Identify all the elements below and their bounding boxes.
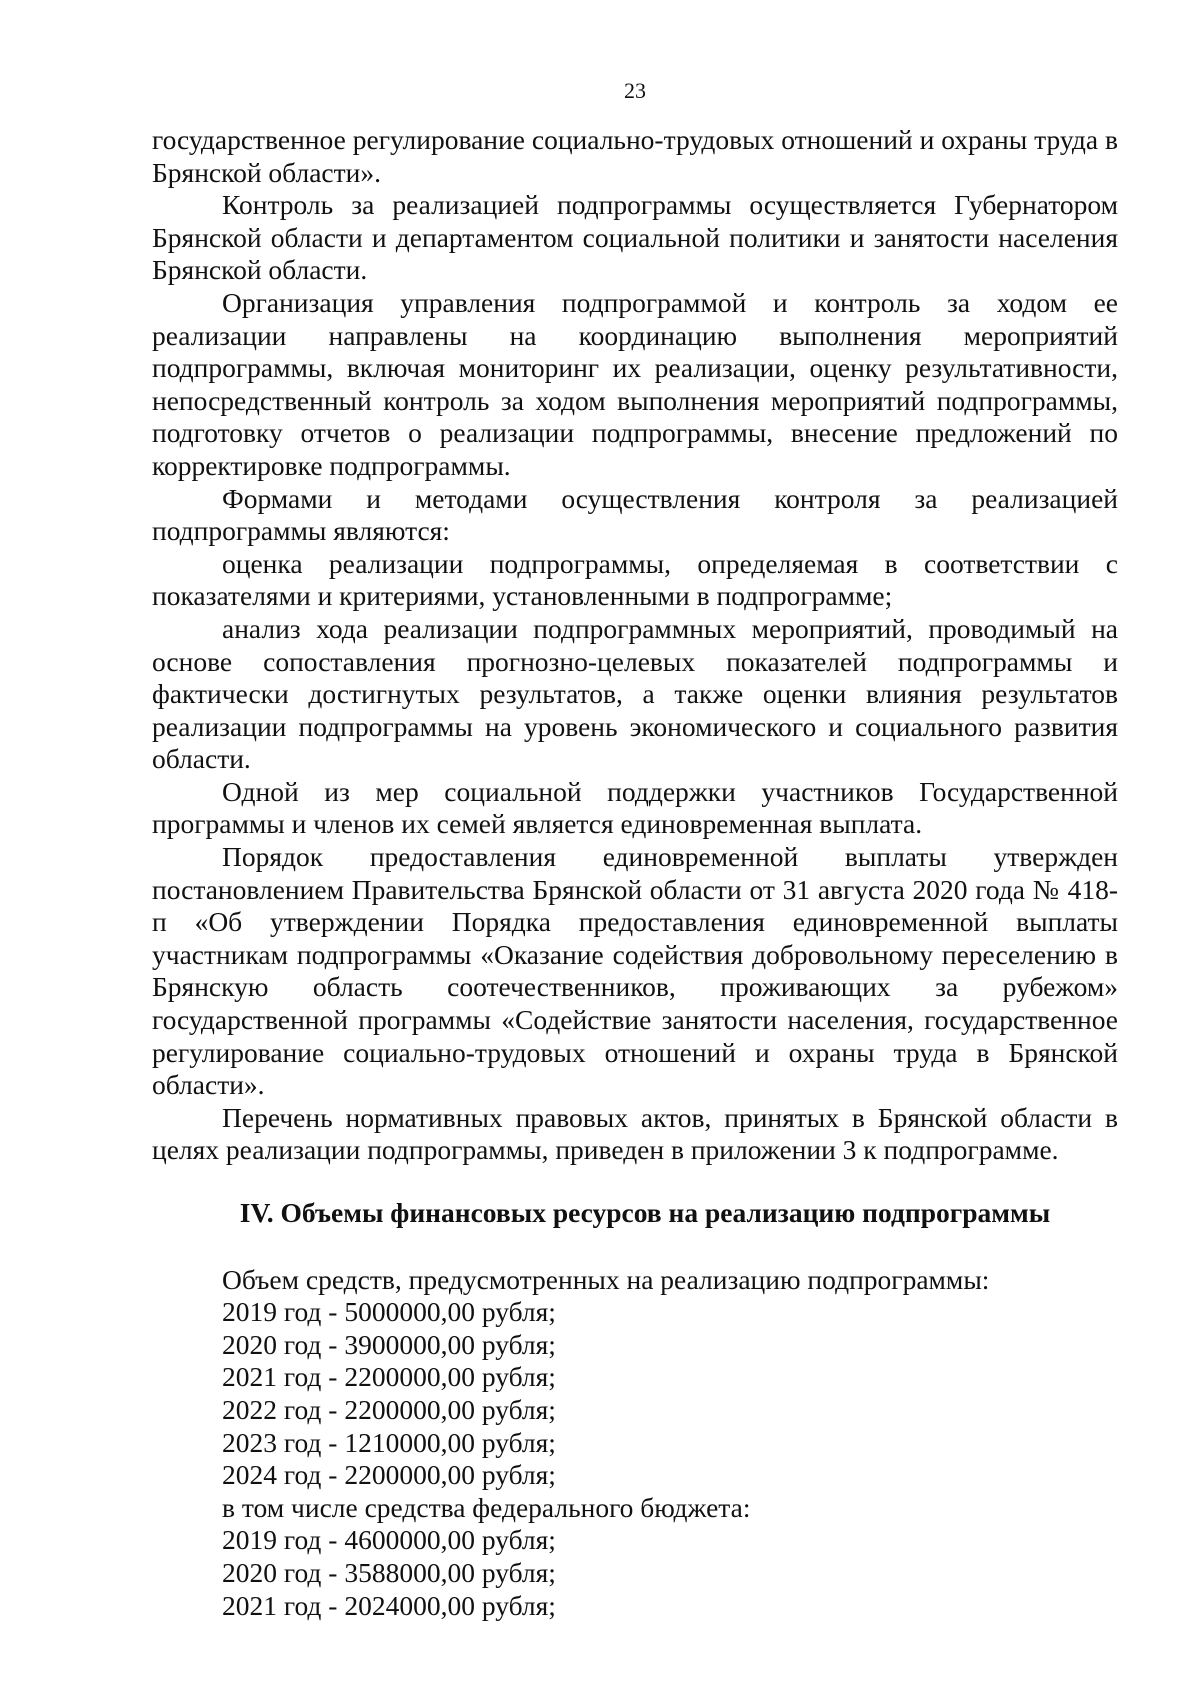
funding-list	[152, 1264, 1118, 1623]
paragraph: государственное регулирование социально-трудовых отношений и охраны труда в Брянской области».	[152, 124, 1118, 188]
funding-federal-item: 2020 год - 3588000,00 рубля;	[222, 1556, 556, 1588]
funding-total-item: 2020 год - 3900000,00 рубля;	[222, 1328, 556, 1360]
paragraph: оценка реализации подпрограммы, определяемая в соответствии с показателями и критериями, установленными в подпрограмме;	[152, 547, 1118, 612]
paragraph: Перечень нормативных правовых актов, принятых в Брянской области в целях реализации подпрограммы, приведен в приложении 3 к подпрограмме.	[152, 1101, 1118, 1166]
paragraph: Контроль за реализацией подпрограммы осуществляется Губернатором Брянской области и департаментом социальной политики и занятости населения Брянской области.	[152, 189, 1118, 286]
paragraph: Порядок предоставления единовременной выплаты утвержден постановлением Правительства Брянской области от 31 августа 2020 года № 418-п «Об утверждении Порядка предоставления единовременной выплаты участникам подпрограммы «Оказание содействия добровольному переселению в Брянскую область соотечественников, проживающих за рубежом» государственной программы «Содействие занятости населения, государственное регулирование социально-трудовых отношений и охраны труда в Брянской области».	[152, 841, 1118, 1101]
funding-intro: Объем средств, предусмотренных на реализацию подпрограммы:	[222, 1263, 990, 1295]
funding-total-item: 2022 год - 2200000,00 рубля;	[222, 1393, 556, 1425]
funding-federal-item: 2021 год - 2024000,00 рубля;	[222, 1589, 556, 1621]
funding-total-item: 2023 год - 1210000,00 рубля;	[222, 1426, 556, 1458]
paragraph: Одной из мер социальной поддержки участников Государственной программы и членов их семей является единовременная выплата.	[152, 775, 1118, 840]
paragraph: Организация управления подпрограммой и контроль за ходом ее реализации направлены на координацию выполнения мероприятий подпрограммы, включая мониторинг их реализации, оценку результативности, непосредственный контроль за ходом выполнения мероприятий подпрограммы, подготовку отчетов о реализации подпрограммы, внесение предложений по корректировке подпрограммы.	[152, 286, 1118, 481]
funding-total-item: 2019 год - 5000000,00 рубля;	[222, 1296, 556, 1328]
funding-federal-intro: в том числе средства федерального бюджета:	[222, 1491, 751, 1523]
paragraph: анализ хода реализации подпрограммных мероприятий, проводимый на основе сопоставления прогнозно-целевых показателей подпрограммы и фактически достигнутых результатов, а также оценки влияния результатов реализации подпрограммы на уровень экономического и социального развития области.	[152, 612, 1118, 775]
funding-federal-item: 2019 год - 4600000,00 рубля;	[222, 1524, 556, 1556]
page-number: 23	[624, 78, 646, 103]
funding-total-item: 2021 год - 2200000,00 рубля;	[222, 1361, 556, 1393]
funding-total-item: 2024 год - 2200000,00 рубля;	[222, 1459, 556, 1491]
section-heading: IV. Объемы финансовых ресурсов на реализацию подпрограммы	[239, 1197, 1051, 1228]
paragraph: Формами и методами осуществления контроля за реализацией подпрограммы являются:	[152, 482, 1118, 547]
document-body	[152, 124, 1118, 1167]
